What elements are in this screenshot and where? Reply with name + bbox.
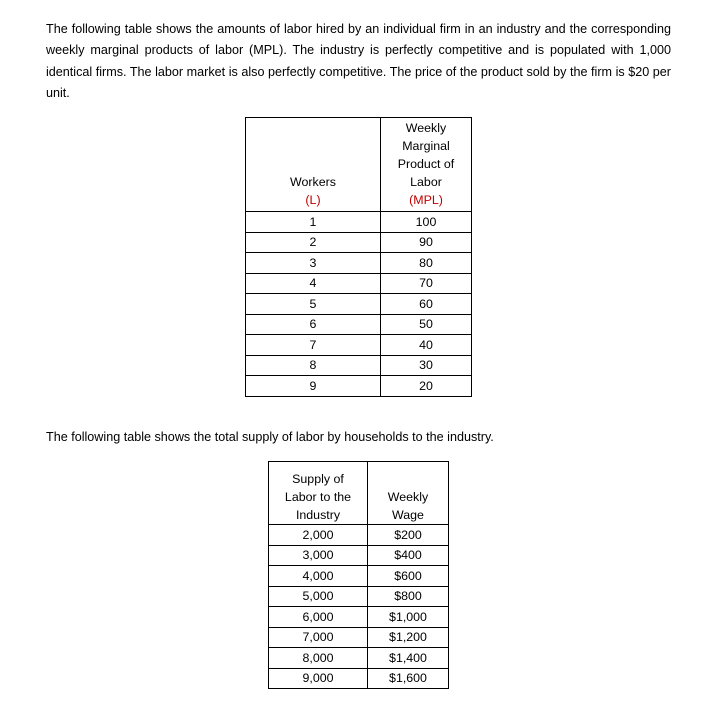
table-row: [269, 648, 449, 669]
table-cell: 20: [381, 376, 472, 397]
mpl-table: [245, 117, 472, 397]
table-cell: $1,600: [368, 668, 449, 689]
table-cell: $800: [368, 586, 449, 607]
table-cell: 4: [246, 273, 381, 294]
table-cell: 3,000: [269, 545, 368, 566]
table-cell: 9: [246, 376, 381, 397]
table-cell: 8,000: [269, 648, 368, 669]
table-row: [246, 232, 472, 253]
supply-title-line: Supply of: [292, 472, 344, 486]
mpl-header: [381, 118, 472, 212]
table-cell: 3: [246, 253, 381, 274]
table-row: [246, 335, 472, 356]
table-cell: 9,000: [269, 668, 368, 689]
wage-title-line: Wage: [392, 508, 424, 522]
supply-title-line: Labor to the: [284, 490, 352, 504]
table-row: [269, 586, 449, 607]
table-cell: $1,200: [368, 627, 449, 648]
table-cell: 60: [381, 294, 472, 315]
mpl-sub: (MPL): [409, 193, 443, 207]
supply-header: [269, 462, 368, 525]
intro-paragraph: The following table shows the amounts of labor hired by an individual firm in an industry and the corresponding weekly marginal products of labor (MPL). The industry is perfectly competitive and is populated with 1,000 identical firms. The labor market is also perfectly competitive. The price of the product sold by the firm is $20 per unit.: [46, 22, 671, 100]
table-cell: 50: [381, 314, 472, 335]
mpl-title-line: Marginal: [402, 139, 450, 153]
table-cell: $200: [368, 525, 449, 546]
supply-title-line: Industry: [295, 508, 341, 522]
table-row: [269, 627, 449, 648]
table-row: [246, 253, 472, 274]
second-paragraph: The following table shows the total supply of labor by households to the industry.: [46, 430, 494, 444]
table-cell: $600: [368, 566, 449, 587]
mpl-table-header: [246, 118, 472, 212]
table-cell: 4,000: [269, 566, 368, 587]
table-row: [246, 376, 472, 397]
workers-title: Workers: [290, 175, 336, 189]
workers-sub: (L): [305, 193, 321, 207]
table-row: [269, 525, 449, 546]
table-row: [246, 294, 472, 315]
table-cell: 8: [246, 355, 381, 376]
table-cell: 40: [381, 335, 472, 356]
table-cell: 7,000: [269, 627, 368, 648]
wage-header: [368, 462, 449, 525]
table-cell: 2,000: [269, 525, 368, 546]
table-cell: 30: [381, 355, 472, 376]
table-row: [269, 668, 449, 689]
table-row: [246, 273, 472, 294]
mpl-title-line: Product of: [397, 157, 455, 171]
table-cell: $1,400: [368, 648, 449, 669]
workers-header: [246, 118, 381, 212]
labor-supply-table: [268, 461, 449, 689]
table-row: [269, 566, 449, 587]
table-cell: 5,000: [269, 586, 368, 607]
table-cell: 6: [246, 314, 381, 335]
table-cell: $400: [368, 545, 449, 566]
table-cell: 90: [381, 232, 472, 253]
table-cell: 6,000: [269, 607, 368, 628]
table-row: [269, 545, 449, 566]
labor-supply-header: [269, 462, 449, 525]
table-row: [246, 314, 472, 335]
table-cell: $1,000: [368, 607, 449, 628]
table-cell: 5: [246, 294, 381, 315]
mpl-title-line: Weekly: [405, 121, 447, 135]
table-row: [246, 355, 472, 376]
table-cell: 2: [246, 232, 381, 253]
table-cell: 7: [246, 335, 381, 356]
table-cell: 100: [381, 212, 472, 233]
table-cell: 80: [381, 253, 472, 274]
wage-title-line: Weekly: [387, 490, 429, 504]
table-row: [246, 212, 472, 233]
table-row: [269, 607, 449, 628]
mpl-title-line: Labor: [410, 175, 442, 189]
table-cell: 1: [246, 212, 381, 233]
table-cell: 70: [381, 273, 472, 294]
